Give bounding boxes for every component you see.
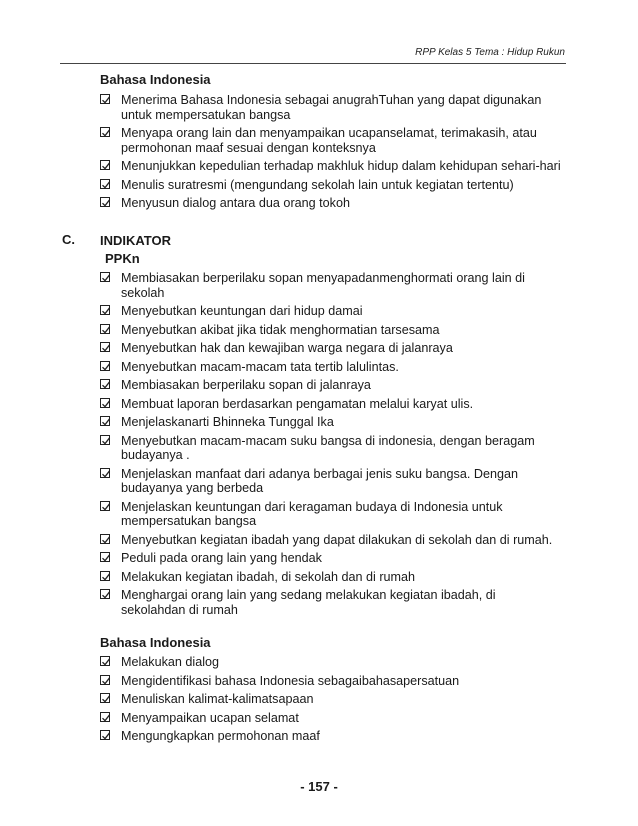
checkbox-checked-icon — [100, 398, 110, 408]
checkbox-checked-icon — [100, 272, 110, 282]
bi-bottom-heading: Bahasa Indonesia — [100, 635, 211, 650]
list-item — [100, 588, 563, 617]
checkbox-checked-icon — [100, 693, 110, 703]
list-item — [100, 93, 563, 122]
list-item — [100, 178, 563, 193]
bi-bottom-section — [0, 634, 638, 748]
list-item — [100, 126, 563, 155]
list-item-text: Menyebutkan kegiatan ibadah yang dapat dilakukan di sekolah dan di rumah. — [121, 532, 553, 547]
checkbox-checked-icon — [100, 127, 110, 137]
checkbox-checked-icon — [100, 675, 110, 685]
checkbox-checked-icon — [100, 534, 110, 544]
list-item-text: Menjelaskan manfaat dari adanya berbagai jenis suku bangsa. Dengan budayanya yang berbeda — [121, 466, 518, 495]
list-item — [100, 729, 563, 744]
checkbox-checked-icon — [100, 730, 110, 740]
bi-top-section — [0, 71, 638, 215]
list-item-text: Menyampaikan ucapan selamat — [121, 710, 299, 725]
list-item — [100, 341, 563, 356]
list-item — [100, 159, 563, 174]
ppkn-list — [100, 271, 638, 617]
checkbox-checked-icon — [100, 589, 110, 599]
list-item-text: Membiasakan berperilaku sopan di jalanraya — [121, 378, 371, 392]
list-item — [100, 655, 563, 670]
list-item-text: Menyusun dialog antara dua orang tokoh — [121, 196, 350, 210]
checkbox-checked-icon — [100, 571, 110, 581]
list-item-text: Menyebutkan hak dan kewajiban warga negara di jalanraya — [121, 341, 453, 355]
checkbox-checked-icon — [100, 379, 110, 389]
page-number: - 157 - — [300, 779, 338, 794]
list-item-text: Melakukan kegiatan ibadah, di sekolah dan di rumah — [121, 569, 416, 584]
list-item — [100, 692, 563, 707]
list-item — [100, 533, 563, 548]
section-label: C. — [62, 232, 75, 247]
list-item — [100, 360, 563, 375]
bi-top-list — [100, 93, 638, 211]
checkbox-checked-icon — [100, 94, 110, 104]
bi-top-heading: Bahasa Indonesia — [100, 72, 211, 87]
checkbox-checked-icon — [100, 435, 110, 445]
list-item-text: Menulis suratresmi (mengundang sekolah lain untuk kegiatan tertentu) — [121, 177, 514, 192]
list-item-text: Menyebutkan keuntungan dari hidup damai — [121, 304, 363, 318]
list-item — [100, 434, 563, 463]
list-item-text: Menjelaskan keuntungan dari keragaman budaya di Indonesia untuk mempersatukan bangsa — [121, 499, 503, 528]
header-divider — [60, 63, 566, 64]
list-item — [100, 551, 563, 566]
list-item — [100, 570, 563, 585]
indikator-section — [0, 232, 638, 621]
list-item-text: Melakukan dialog — [121, 655, 220, 669]
list-item-text: Menyebutkan macam-macam suku bangsa di indonesia, dengan beragam budayanya . — [121, 433, 535, 462]
list-item-text: Mengidentifikasi bahasa Indonesia sebagaibahasapersatuan — [121, 673, 460, 688]
list-item — [100, 674, 563, 689]
list-item-text: Menyebutkan macam-macam tata tertib lalulintas. — [121, 359, 399, 374]
list-item — [100, 323, 563, 338]
list-item-text: Menyebutkan akibat jika tidak menghormatian tarsesama — [121, 322, 440, 337]
checkbox-checked-icon — [100, 361, 110, 371]
list-item — [100, 467, 563, 496]
list-item — [100, 196, 563, 211]
ppkn-subheading: PPKn — [105, 251, 140, 266]
list-item-text: Menyapa orang lain dan menyampaikan ucapanselamat, terimakasih, atau permohonan maaf sesuai dengan konteksnya — [121, 126, 537, 155]
bi-bottom-list — [100, 655, 638, 744]
checkbox-checked-icon — [100, 342, 110, 352]
list-item — [100, 271, 563, 300]
running-header: RPP Kelas 5 Tema : Hidup Rukun — [415, 47, 565, 58]
list-item-text: Menerima Bahasa Indonesia sebagai anugrahTuhan yang dapat digunakan untuk mempersatukan bangsa — [121, 93, 542, 122]
checkbox-checked-icon — [100, 160, 110, 170]
list-item-text: Menjelaskanarti Bhinneka Tunggal Ika — [121, 415, 334, 429]
list-item — [100, 415, 563, 430]
list-item-text: Peduli pada orang lain yang hendak — [121, 551, 322, 565]
checkbox-checked-icon — [100, 179, 110, 189]
checkbox-checked-icon — [100, 468, 110, 478]
list-item-text: Menghargai orang lain yang sedang melakukan kegiatan ibadah, di sekolahdan di rumah — [121, 588, 496, 617]
list-item-text: Menuliskan kalimat-kalimatsapaan — [121, 692, 314, 706]
checkbox-checked-icon — [100, 197, 110, 207]
list-item-text: Membuat laporan berdasarkan pengamatan melalui karyat ulis. — [121, 396, 474, 411]
list-item — [100, 397, 563, 412]
checkbox-checked-icon — [100, 416, 110, 426]
checkbox-checked-icon — [100, 552, 110, 562]
checkbox-checked-icon — [100, 324, 110, 334]
indikator-heading: INDIKATOR — [100, 233, 172, 248]
list-item — [100, 304, 563, 319]
checkbox-checked-icon — [100, 656, 110, 666]
list-item — [100, 378, 563, 393]
list-item-text: Membiasakan berperilaku sopan menyapadanmenghormati orang lain di sekolah — [121, 271, 525, 300]
checkbox-checked-icon — [100, 501, 110, 511]
checkbox-checked-icon — [100, 305, 110, 315]
list-item-text: Menunjukkan kepedulian terhadap makhluk hidup dalam kehidupan sehari-hari — [121, 159, 561, 173]
list-item — [100, 711, 563, 726]
list-item-text: Mengungkapkan permohonan maaf — [121, 729, 320, 743]
list-item — [100, 500, 563, 529]
checkbox-checked-icon — [100, 712, 110, 722]
